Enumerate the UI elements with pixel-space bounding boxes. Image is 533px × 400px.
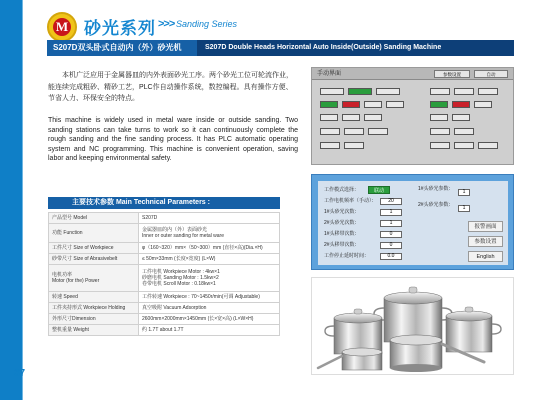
spec-row (49, 243, 280, 254)
indicator-led (452, 101, 470, 108)
indicator-led (454, 88, 474, 95)
spec-value: ≤ 50m×33mm (长度×宽度) (L×W) (139, 254, 280, 265)
manual-screen-title: 手动界面 (312, 68, 513, 80)
param-field[interactable]: 1 (380, 220, 402, 227)
params-button[interactable]: 参数设置 (434, 70, 470, 78)
param-label: 工作停止延时时间： (324, 253, 370, 259)
param-field[interactable]: 0 (380, 242, 402, 249)
param-label: 2#头砂光次数： (324, 220, 360, 226)
spec-label: 整机重量 Weight (49, 325, 139, 336)
spec-label: 功能 Function (49, 224, 139, 243)
indicator-led (344, 128, 364, 135)
indicator-led (386, 101, 404, 108)
series-title-en: Sanding Series (176, 19, 238, 29)
spec-value: 金属器皿的内（外）表面砂光 Inner or outer sanding for metal ware (139, 224, 280, 243)
spec-value: 工件电机 Workpiece Motor : 4kw×1 砂磨电机 Sanding Motor : 1.5kw×2 卷带电机 Scroll Motor : 0.18kw×1 (139, 265, 280, 292)
spec-label: 砂带尺寸 Size of Abrasivebelt (49, 254, 139, 265)
manual-screen (311, 67, 514, 165)
title-arrows: >>> (158, 18, 175, 30)
indicator-led (344, 142, 364, 149)
indicator-led (320, 101, 338, 108)
spec-value: 约 1.7T about 1.7T (139, 325, 280, 336)
spec-label: 外形尺寸Dimension (49, 314, 139, 325)
description-en: This machine is widely used in metal ware inside or outside sanding. Two sanding stations can take turns to work so it can continuously complete the rough sanding and the fine sanding process. It has PLC automatic operating system and NC programming. This machine is convenient operation, saving labor and keeping environmental safety. (48, 117, 298, 163)
spec-row (49, 224, 280, 243)
spec-label: 转速 Speed (49, 292, 139, 303)
spec-row (49, 265, 280, 292)
model-name-cn: S207D双头卧式自动内（外）砂光机 (47, 40, 197, 56)
indicator-led (474, 101, 492, 108)
model-name-en: S207D Double Heads Horizontal Auto Inside(Outside) Sanding Machine (197, 40, 514, 56)
spec-row (49, 325, 280, 336)
spec-label: 电机功率 Motor (for the) Power (49, 265, 139, 292)
spec-label: 工件夹持形式 Workpiece Holding (49, 303, 139, 314)
param-label: 工作电机频率（手动）： (324, 198, 377, 204)
english-button[interactable]: English (468, 251, 503, 262)
indicator-led (430, 88, 450, 95)
indicator-led (342, 101, 360, 108)
spec-table (48, 212, 280, 336)
spec-value: 真空吸附 Vacuum Adsorption (139, 303, 280, 314)
param-field[interactable]: 0 (380, 231, 402, 238)
indicator-led (320, 142, 340, 149)
param-label: 1#头移带次数： (324, 231, 360, 237)
indicator-led (376, 88, 400, 95)
cookware-illustration (312, 278, 515, 376)
sidebar-band (0, 0, 22, 400)
indicator-led (430, 128, 450, 135)
spec-row (49, 314, 280, 325)
indicator-led (320, 114, 338, 121)
indicator-led (430, 114, 448, 121)
spec-row (49, 213, 280, 224)
indicator-led (478, 88, 498, 95)
indicator-led (368, 128, 388, 135)
indicator-led (364, 114, 382, 121)
params-screen (311, 174, 514, 270)
spec-value: S207D (139, 213, 280, 224)
spec-value: 工件转速 Workpiece : 70~1450r/min(可调 Adjustable) (139, 292, 280, 303)
logo-letter: M (53, 18, 71, 36)
description-cn: 本机广泛应用于金属器皿的内外表面砂光工序。两个砂光工位可轮流作业，能连续完成粗砂、精砂工艺，PLC作自动操作系统，数控编程。具有操作方便、节省人力、环保安全的特点。 (48, 72, 293, 102)
spec-label: 工件尺寸 Size of Workpiece (49, 243, 139, 254)
params-setting-button[interactable]: 参数设置 (468, 236, 503, 247)
param-field[interactable]: 20 (380, 198, 402, 205)
indicator-led (364, 101, 382, 108)
indicator-led (452, 114, 470, 121)
spec-header: 主要技术参数 Main Technical Parameters : (48, 197, 280, 209)
indicator-led (454, 142, 474, 149)
head1-params-label: 1#头砂光参数： (418, 186, 454, 192)
auto-button[interactable]: 自动 (474, 70, 508, 78)
indicator-led (454, 128, 474, 135)
cookware-photo (311, 277, 514, 375)
indicator-led (348, 88, 372, 95)
param-field[interactable]: 0.0 (380, 253, 402, 260)
head1-params-field[interactable]: 1 (458, 189, 470, 196)
brand-logo (47, 12, 77, 42)
indicator-led (320, 88, 344, 95)
param-label: 1#头砂光次数： (324, 209, 360, 215)
indicator-led (342, 114, 360, 121)
indicator-led (320, 128, 340, 135)
spec-value: φ（160~320）mm×（50~300）mm (直径×高)(Dia.×H) (139, 243, 280, 254)
page-number: 37 (14, 368, 26, 379)
param-label: 2#头移带次数： (324, 242, 360, 248)
mode-label: 工作模式选择： (324, 187, 360, 193)
spec-row (49, 292, 280, 303)
series-title-cn: 砂光系列 (84, 19, 156, 38)
params-panel (318, 181, 508, 265)
alarm-screen-button[interactable]: 报警画面 (468, 221, 503, 232)
spec-label: 产品型号 Model (49, 213, 139, 224)
spec-row (49, 303, 280, 314)
spec-value: 2600mm×2000mm×1450mm (长×宽×高) (L×W×H) (139, 314, 280, 325)
spec-row (49, 254, 280, 265)
mode-toggle[interactable]: 联动 (368, 186, 390, 194)
head2-params-label: 2#头砂光参数： (418, 202, 454, 208)
indicator-led (478, 142, 498, 149)
indicator-led (430, 101, 448, 108)
model-bar (47, 40, 514, 56)
indicator-led (430, 142, 450, 149)
param-field[interactable]: 1 (380, 209, 402, 216)
head2-params-field[interactable]: 1 (458, 205, 470, 212)
